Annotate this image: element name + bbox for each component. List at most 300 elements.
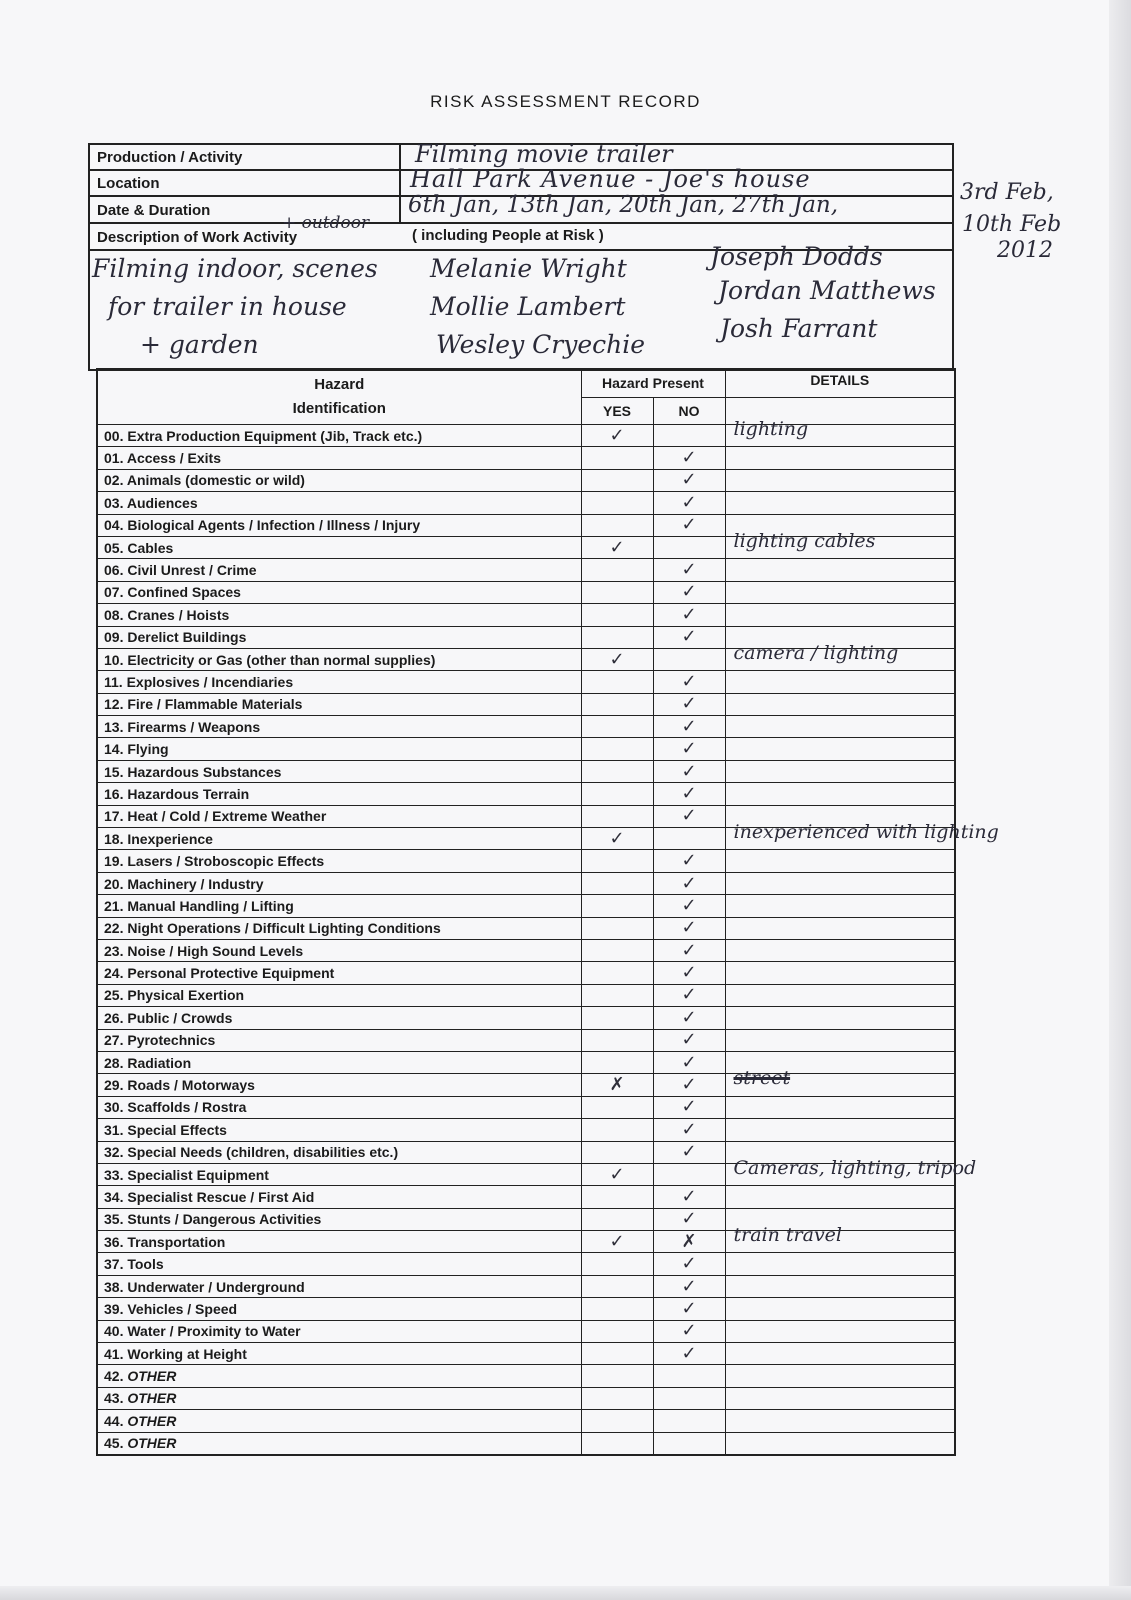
table-row: [97, 581, 955, 603]
yes-cell: [581, 1141, 653, 1163]
hazard-label: [97, 559, 581, 581]
details-cell: [725, 1410, 955, 1432]
table-row: [97, 1007, 955, 1029]
hazard-label-text: 43. OTHER: [104, 1390, 177, 1407]
table-row: [97, 1320, 955, 1342]
details-cell: [725, 1387, 955, 1409]
no-cell: [653, 783, 725, 805]
person-name: Josh Farrant: [720, 314, 878, 343]
no-cell: [653, 536, 725, 558]
no-cell: [653, 828, 725, 850]
yes-cell: [581, 738, 653, 760]
hazard-label: [97, 962, 581, 984]
yes-mark: ✓: [609, 536, 625, 558]
form-title: RISK ASSESSMENT RECORD: [430, 92, 701, 111]
date-overflow-2: 10th Feb: [962, 212, 1062, 237]
hazard-label-text: 28. Radiation: [104, 1054, 192, 1071]
yes-cell: [581, 895, 653, 917]
no-cell: [653, 1231, 725, 1253]
no-mark: ✓: [681, 447, 697, 469]
location-value: Hall Park Avenue - Joe's house: [410, 165, 811, 193]
yes-cell: [581, 828, 653, 850]
no-mark: ✓: [681, 850, 697, 872]
hazard-label-text: 30. Scaffolds / Rostra: [104, 1099, 247, 1116]
no-cell: [653, 850, 725, 872]
no-mark: ✓: [681, 939, 697, 961]
table-row: [97, 850, 955, 872]
table-row: [97, 1365, 955, 1387]
details-header: DETAILS: [725, 369, 955, 397]
hazard-label-text: 40. Water / Proximity to Water: [104, 1323, 301, 1340]
person-name: Melanie Wright: [430, 254, 627, 283]
hazard-label: [97, 1365, 581, 1387]
date-value: 6th Jan, 13th Jan, 20th Jan, 27th Jan,: [408, 192, 839, 218]
hazard-label: [97, 1051, 581, 1073]
no-mark: ✓: [681, 782, 697, 804]
yes-cell: [581, 984, 653, 1006]
no-mark: ✓: [681, 670, 697, 692]
details-text: lighting: [733, 418, 809, 440]
hazard-label: [97, 536, 581, 558]
yes-cell: [581, 425, 653, 447]
yes-cell: [581, 447, 653, 469]
paper-edge: [1109, 0, 1131, 1600]
table-row: [97, 1410, 955, 1432]
no-cell: [653, 514, 725, 536]
hazard-label-text: 45. OTHER: [104, 1435, 177, 1452]
details-cell: [725, 760, 955, 782]
person-name: Jordan Matthews: [718, 276, 936, 305]
person-name: Joseph Dodds: [710, 242, 883, 271]
hazard-label-text: 24. Personal Protective Equipment: [104, 965, 335, 982]
location-label: Location: [97, 175, 160, 192]
no-mark: ✓: [681, 760, 697, 782]
hazard-header: [97, 369, 581, 425]
no-cell: [653, 1051, 725, 1073]
no-cell: [653, 1275, 725, 1297]
hazard-label-text: 04. Biological Agents / Infection / Illness / Injury: [104, 517, 421, 534]
table-row: [97, 1231, 955, 1253]
hazard-label-text: 21. Manual Handling / Lifting: [104, 897, 294, 914]
table-row: [97, 872, 955, 894]
no-cell: [653, 939, 725, 961]
no-cell: [653, 1186, 725, 1208]
hazard-label-text: 29. Roads / Motorways: [104, 1077, 255, 1094]
table-row: [97, 425, 955, 447]
yes-mark: ✗: [609, 1074, 625, 1096]
no-cell: [653, 559, 725, 581]
hazard-label: [97, 648, 581, 670]
yes-cell: [581, 1275, 653, 1297]
yes-cell: [581, 536, 653, 558]
hazard-label: [97, 1007, 581, 1029]
table-row: [97, 604, 955, 626]
hazard-label: [97, 760, 581, 782]
no-cell: [653, 872, 725, 894]
details-cell: [725, 939, 955, 961]
hazard-label-text: 00. Extra Production Equipment (Jib, Track etc.): [104, 427, 423, 444]
hazard-label-text: 13. Firearms / Weapons: [104, 718, 261, 735]
description-insert: + outdoor: [282, 213, 370, 233]
yes-cell: [581, 1410, 653, 1432]
description-line-3: + garden: [140, 330, 259, 359]
table-row: [97, 984, 955, 1006]
no-mark: ✓: [681, 1118, 697, 1140]
no-mark: ✓: [681, 917, 697, 939]
no-cell: [653, 917, 725, 939]
hazard-label-text: 23. Noise / High Sound Levels: [104, 942, 304, 959]
no-cell: [653, 1029, 725, 1051]
table-row: [97, 536, 955, 558]
details-cell: [725, 418, 955, 447]
hazard-label: [97, 984, 581, 1006]
hazard-label: [97, 671, 581, 693]
yes-cell: [581, 1231, 653, 1253]
no-cell: [653, 447, 725, 469]
description-line-1: Filming indoor, scenes: [92, 254, 378, 283]
details-cell: [725, 1253, 955, 1275]
no-mark: ✓: [681, 1297, 697, 1319]
hazard-label: [97, 492, 581, 514]
details-cell: [725, 1365, 955, 1387]
hazard-label: [97, 1320, 581, 1342]
yes-cell: [581, 1343, 653, 1365]
hazard-label: [97, 895, 581, 917]
details-cell: [725, 716, 955, 738]
no-mark: ✓: [681, 603, 697, 625]
yes-cell: [581, 581, 653, 603]
no-mark: ✓: [681, 1253, 697, 1275]
no-mark: ✓: [681, 894, 697, 916]
no-mark: ✓: [681, 1208, 697, 1230]
description-line-2: for trailer in house: [108, 292, 347, 321]
no-cell: [653, 1365, 725, 1387]
no-header: NO: [653, 397, 725, 424]
no-cell: [653, 1432, 725, 1455]
no-cell: [653, 1410, 725, 1432]
hazard-label-text: 33. Specialist Equipment: [104, 1166, 269, 1183]
details-cell: [725, 783, 955, 805]
details-cell: [725, 641, 955, 670]
yes-mark: ✓: [609, 648, 625, 670]
details-cell: [725, 1432, 955, 1455]
hazard-header-line-2: Identification: [292, 400, 386, 417]
yes-cell: [581, 1320, 653, 1342]
no-mark: ✓: [681, 1275, 697, 1297]
table-row: [97, 716, 955, 738]
no-cell: [653, 671, 725, 693]
date-overflow-1: 3rd Feb,: [960, 180, 1054, 205]
details-cell: [725, 984, 955, 1006]
details-cell: [725, 850, 955, 872]
hazard-label-text: 25. Physical Exertion: [104, 987, 245, 1004]
table-row: [97, 671, 955, 693]
details-cell: [725, 693, 955, 715]
hazard-label: [97, 917, 581, 939]
hazard-label: [97, 805, 581, 827]
no-cell: [653, 738, 725, 760]
no-cell: [653, 1253, 725, 1275]
other-label: OTHER: [127, 1390, 177, 1407]
hazard-label-text: 12. Fire / Flammable Materials: [104, 696, 303, 713]
hazard-label-text: 27. Pyrotechnics: [104, 1032, 216, 1049]
yes-cell: [581, 1186, 653, 1208]
hazard-label: [97, 850, 581, 872]
no-cell: [653, 648, 725, 670]
hazard-label: [97, 1253, 581, 1275]
table-row: [97, 917, 955, 939]
details-cell: [725, 1067, 955, 1096]
no-cell: [653, 604, 725, 626]
yes-cell: [581, 1007, 653, 1029]
details-cell: [725, 1156, 977, 1185]
hazard-label: [97, 1208, 581, 1230]
hazard-label: [97, 1119, 581, 1141]
no-mark: ✓: [681, 1051, 697, 1073]
yes-cell: [581, 1163, 653, 1185]
no-cell: [653, 1096, 725, 1118]
details-cell: [725, 1096, 955, 1118]
no-mark: ✓: [681, 514, 697, 536]
table-row: [97, 1029, 955, 1051]
no-cell: [653, 1343, 725, 1365]
no-cell: [653, 1320, 725, 1342]
details-text: lighting cables: [733, 529, 876, 552]
details-text: street: [733, 1067, 791, 1090]
yes-cell: [581, 1074, 653, 1096]
table-row: [97, 1387, 955, 1409]
details-cell: [725, 1007, 955, 1029]
no-mark: ✓: [681, 715, 697, 737]
people-label: ( including People at Risk ): [412, 227, 604, 244]
table-row: [97, 447, 955, 469]
yes-cell: [581, 1387, 653, 1409]
hazard-label-text: 38. Underwater / Underground: [104, 1278, 305, 1295]
hazard-label-text: 37. Tools: [104, 1256, 164, 1273]
hazard-label: [97, 626, 581, 648]
yes-cell: [581, 1253, 653, 1275]
hazard-label-text: 11. Explosives / Incendiaries: [104, 673, 294, 690]
details-cell: [725, 581, 955, 603]
no-cell: [653, 1387, 725, 1409]
no-cell: [653, 760, 725, 782]
hazard-label: [97, 469, 581, 491]
table-row: [97, 1051, 955, 1073]
no-cell: [653, 626, 725, 648]
details-cell: [725, 821, 999, 850]
no-mark: ✓: [681, 693, 697, 715]
table-row: [97, 559, 955, 581]
details-cell: [725, 962, 955, 984]
hazard-label-text: 26. Public / Crowds: [104, 1009, 233, 1026]
yes-cell: [581, 716, 653, 738]
table-row: [97, 1119, 955, 1141]
table-row: [97, 648, 955, 670]
hazard-label-text: 34. Specialist Rescue / First Aid: [104, 1188, 315, 1205]
table-row: [97, 962, 955, 984]
table-row: [97, 1074, 955, 1096]
table-row: [97, 1096, 955, 1118]
details-cell: [725, 895, 955, 917]
yes-cell: [581, 469, 653, 491]
table-row: [97, 1275, 955, 1297]
hazard-label-text: 09. Derelict Buildings: [104, 629, 247, 646]
details-cell: [725, 1029, 955, 1051]
yes-cell: [581, 1365, 653, 1387]
hazard-label: [97, 738, 581, 760]
hazard-rows: [97, 418, 999, 1455]
no-cell: [653, 1141, 725, 1163]
hazard-label: [97, 1275, 581, 1297]
hazard-label: [97, 1141, 581, 1163]
hazard-label-text: 20. Machinery / Industry: [104, 875, 264, 892]
production-value: Filming movie trailer: [415, 140, 673, 168]
details-cell: [725, 1186, 955, 1208]
hazard-label: [97, 693, 581, 715]
table-row: [97, 783, 955, 805]
yes-mark: ✓: [609, 827, 625, 849]
details-cell: [725, 1119, 955, 1141]
details-cell: [725, 1320, 955, 1342]
hazard-label-text: 10. Electricity or Gas (other than normal supplies): [104, 651, 436, 668]
no-mark: ✓: [681, 738, 697, 760]
table-row: [97, 895, 955, 917]
yes-cell: [581, 1432, 653, 1455]
table-row: [97, 1343, 955, 1365]
details-cell: [725, 1298, 955, 1320]
no-cell: [653, 693, 725, 715]
yes-cell: [581, 1298, 653, 1320]
details-cell: [725, 492, 955, 514]
hazard-label: [97, 1029, 581, 1051]
no-mark: ✓: [681, 581, 697, 603]
yes-cell: [581, 872, 653, 894]
table-row: [97, 738, 955, 760]
no-mark: ✓: [681, 1342, 697, 1364]
no-mark: ✓: [681, 962, 697, 984]
hazard-label: [97, 1074, 581, 1096]
hazard-label-text: 39. Vehicles / Speed: [104, 1300, 238, 1317]
hazard-label-text: 06. Civil Unrest / Crime: [104, 562, 257, 579]
hazard-label-text: 15. Hazardous Substances: [104, 763, 282, 780]
no-mark: ✓: [681, 469, 697, 491]
details-cell: [725, 738, 955, 760]
yes-cell: [581, 1208, 653, 1230]
yes-cell: [581, 962, 653, 984]
details-cell: [725, 529, 955, 558]
yes-cell: [581, 604, 653, 626]
no-mark: ✓: [681, 805, 697, 827]
hazard-label-text: 03. Audiences: [104, 494, 198, 511]
no-cell: [653, 425, 725, 447]
details-cell: [725, 559, 955, 581]
yes-cell: [581, 1096, 653, 1118]
yes-cell: [581, 559, 653, 581]
hazard-label-text: 36. Transportation: [104, 1233, 226, 1250]
no-mark: ✓: [681, 984, 697, 1006]
table-row: [97, 1298, 955, 1320]
table-row: [97, 492, 955, 514]
no-mark: ✓: [681, 1320, 697, 1342]
yes-mark: ✓: [609, 1230, 625, 1252]
hazard-table: [96, 368, 999, 1456]
person-name: Wesley Cryechie: [436, 330, 646, 359]
yes-cell: [581, 1029, 653, 1051]
header-divider: [88, 222, 954, 224]
hazard-label: [97, 939, 581, 961]
details-cell: [725, 1343, 955, 1365]
hazard-label: [97, 1432, 581, 1455]
hazard-label: [97, 1410, 581, 1432]
details-cell: [725, 447, 955, 469]
hazard-label: [97, 716, 581, 738]
table-row: [97, 693, 955, 715]
hazard-label: [97, 1186, 581, 1208]
details-cell: [725, 1275, 955, 1297]
table-row: [97, 1432, 955, 1455]
no-mark: ✓: [681, 1096, 697, 1118]
no-cell: [653, 1007, 725, 1029]
table-row: [97, 1186, 955, 1208]
details-text: Cameras, lighting, tripod: [733, 1156, 977, 1179]
date-label: Date & Duration: [97, 202, 211, 219]
yes-cell: [581, 626, 653, 648]
details-text: train travel: [733, 1224, 842, 1247]
yes-cell: [581, 917, 653, 939]
table-row: [97, 939, 955, 961]
date-overflow-3: 2012: [997, 238, 1053, 263]
yes-cell: [581, 492, 653, 514]
no-mark: ✓: [681, 1029, 697, 1051]
hazard-label: [97, 604, 581, 626]
hazard-label-text: 19. Lasers / Stroboscopic Effects: [104, 853, 325, 870]
hazard-label-text: 32. Special Needs (children, disabilities etc.): [104, 1144, 399, 1161]
paper-bottom-shade: [0, 1586, 1131, 1600]
details-cell: [725, 671, 955, 693]
hazard-label: [97, 447, 581, 469]
person-name: Mollie Lambert: [430, 292, 626, 321]
hazard-label-text: 16. Hazardous Terrain: [104, 785, 250, 802]
hazard-label-text: 44. OTHER: [104, 1412, 177, 1429]
hazard-label-text: 42. OTHER: [104, 1368, 177, 1385]
no-cell: [653, 492, 725, 514]
hazard-label-text: 05. Cables: [104, 539, 174, 556]
no-cell: [653, 962, 725, 984]
hazard-label: [97, 1298, 581, 1320]
hazard-label-text: 08. Cranes / Hoists: [104, 606, 230, 623]
no-cell: [653, 716, 725, 738]
other-label: OTHER: [127, 1368, 177, 1385]
no-mark: ✓: [681, 1141, 697, 1163]
hazard-label-text: 18. Inexperience: [104, 830, 213, 847]
no-mark: ✓: [681, 1006, 697, 1028]
hazard-header-line-1: Hazard: [314, 376, 365, 393]
description-label: Description of Work Activity: [97, 229, 298, 246]
table-row: [97, 469, 955, 491]
details-cell: [725, 469, 955, 491]
details-cell: [725, 604, 955, 626]
no-mark: ✓: [681, 491, 697, 513]
table-row: [97, 828, 955, 850]
hazard-label: [97, 872, 581, 894]
other-label: OTHER: [127, 1412, 177, 1429]
details-cell: [725, 1224, 955, 1253]
no-mark: ✓: [681, 559, 697, 581]
hazard-label-text: 17. Heat / Cold / Extreme Weather: [104, 808, 327, 825]
hazard-label-text: 22. Night Operations / Difficult Lighting Conditions: [104, 920, 441, 937]
other-label: OTHER: [127, 1435, 177, 1452]
yes-mark: ✓: [609, 1163, 625, 1185]
